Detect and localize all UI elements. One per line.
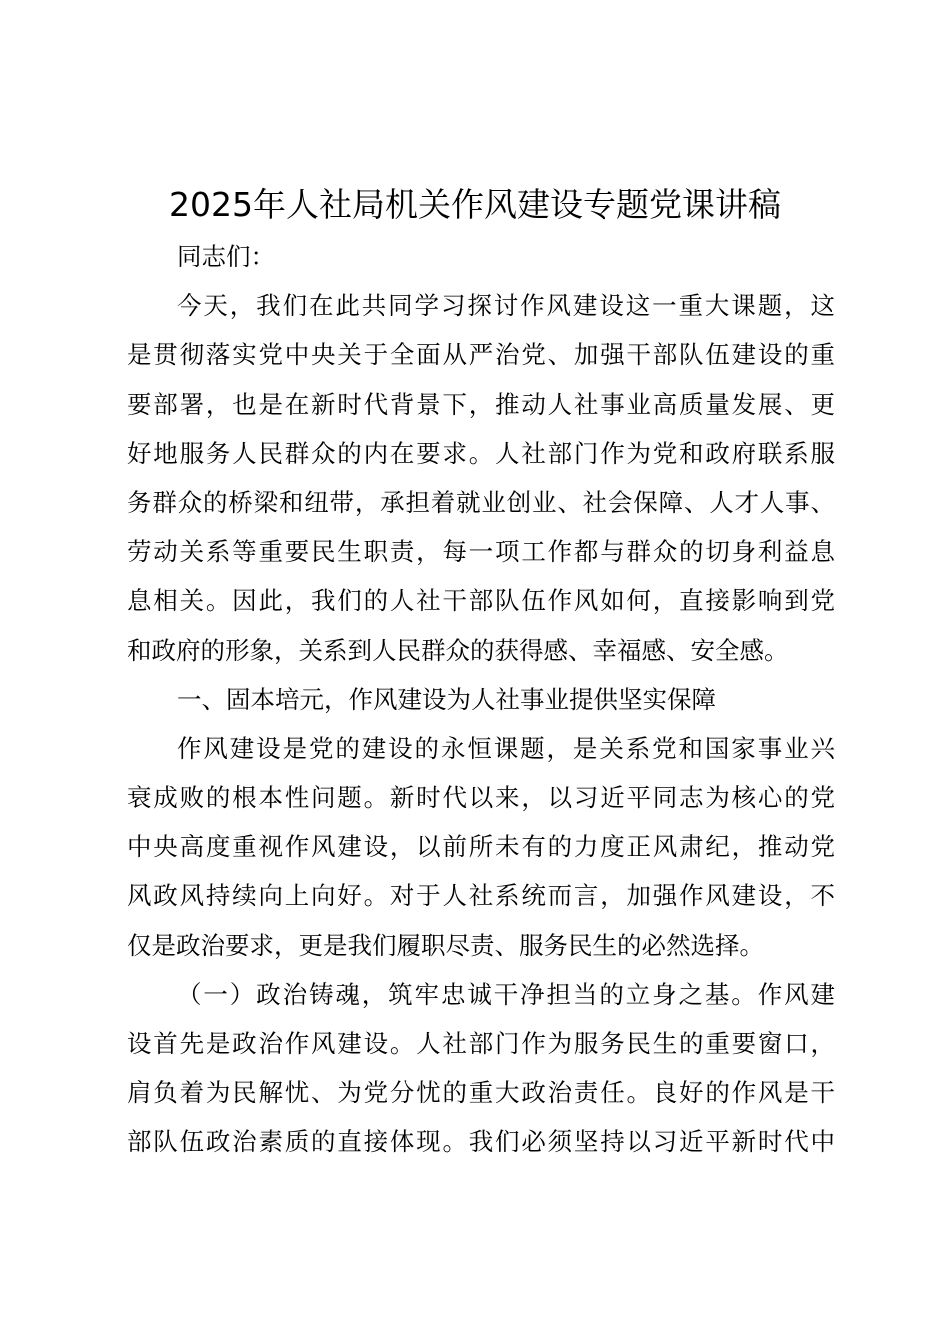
paragraph-line: 风政风持续向上向好。对于人社系统而言，加强作风建设，不	[127, 881, 835, 911]
paragraph-line: 中央高度重视作风建设，以前所未有的力度正风肃纪，推动党	[127, 832, 835, 862]
paragraph-section-one	[127, 724, 835, 970]
section-heading-text: 一、固本培元，作风建设为人社事业提供坚实保障	[177, 684, 716, 714]
paragraph-line: 要部署，也是在新时代背景下，推动人社事业高质量发展、更	[127, 389, 835, 419]
paragraph-line: 劳动关系等重要民生职责，每一项工作都与群众的切身利益息	[127, 537, 835, 567]
document-body	[127, 232, 835, 1167]
paragraph-line: 务群众的桥梁和纽带，承担着就业创业、社会保障、人才人事、	[127, 487, 835, 517]
paragraph-line: 衰成败的根本性问题。新时代以来，以习近平同志为核心的党	[127, 783, 835, 813]
document-title: 2025年人社局机关作风建设专题党课讲稿	[169, 185, 781, 224]
greeting: 同志们：	[177, 242, 275, 271]
paragraph-line: 肩负着为民解忧、为党分忧的重大政治责任。良好的作风是干	[127, 1078, 835, 1108]
paragraph-line: 息相关。因此，我们的人社干部队伍作风如何，直接影响到党	[127, 586, 835, 616]
paragraph-line: 部队伍政治素质的直接体现。我们必须坚持以习近平新时代中	[127, 1127, 835, 1157]
paragraph-line: 仅是政治要求，更是我们履职尽责、服务民生的必然选择。	[127, 930, 764, 960]
paragraph-line: 和政府的形象，关系到人民群众的获得感、幸福感、安全感。	[127, 635, 789, 665]
paragraph-intro	[127, 281, 835, 675]
paragraph-line: 作风建设是党的建设的永恒课题，是关系党和国家事业兴	[177, 733, 835, 763]
section-heading	[127, 675, 835, 724]
paragraph-line: 是贯彻落实党中央关于全面从严治党、加强干部队伍建设的重	[127, 340, 835, 370]
paragraph-line: （一）政治铸魂，筑牢忠诚干净担当的立身之基。作风建	[177, 979, 835, 1009]
paragraph-line: 今天，我们在此共同学习探讨作风建设这一重大课题，这	[177, 291, 835, 321]
paragraph-line: 好地服务人民群众的内在要求。人社部门作为党和政府联系服	[127, 438, 835, 468]
paragraph-line: 设首先是政治作风建设。人社部门作为服务民生的重要窗口，	[127, 1029, 835, 1058]
paragraph-subsection-one	[127, 970, 835, 1167]
